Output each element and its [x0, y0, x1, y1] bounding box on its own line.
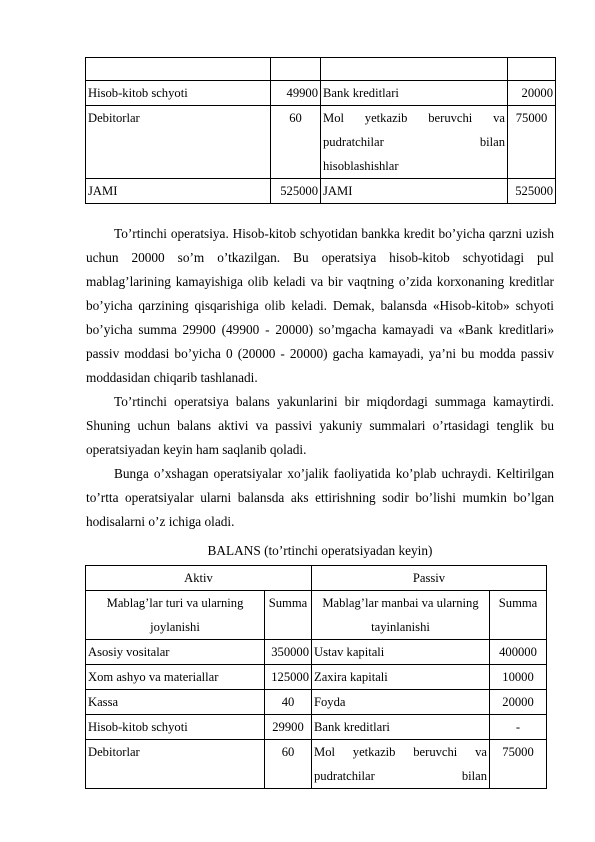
table-cell: [508, 58, 556, 81]
row-passive-value: 20000: [508, 81, 556, 106]
row-label: Hisob-kitob schyoti: [86, 81, 271, 106]
total-passive-label: JAMI: [321, 179, 508, 204]
table-row: [86, 665, 547, 690]
table-cell: [321, 58, 508, 81]
row-passive-label: [321, 106, 508, 179]
label-line: pudratchilar bilan: [314, 769, 487, 783]
aktiv-item: Asosiy vositalar: [86, 640, 265, 665]
passiv-item: Zaxira kapitali: [312, 665, 490, 690]
passiv-sum: -: [490, 715, 547, 740]
passiv-sum: 75000: [490, 740, 547, 789]
table-row: [86, 640, 547, 665]
aktiv-header: Aktiv: [86, 566, 312, 591]
table-caption: BALANS (to’rtinchi operatsiyadan keyin): [207, 543, 433, 558]
table-row: [86, 106, 556, 179]
label-line: hisoblashishlar: [323, 159, 399, 173]
passiv-item: Ustav kapitali: [312, 640, 490, 665]
aktiv-item: Debitorlar: [86, 740, 265, 789]
aktiv-sum: 350000: [265, 640, 312, 665]
row-label: Debitorlar: [86, 106, 271, 179]
aktiv-sum: 125000: [265, 665, 312, 690]
top-balance-table: [85, 57, 556, 204]
row-value: 60: [271, 106, 321, 179]
table-row: [86, 58, 556, 81]
row-passive-value: 75000: [508, 106, 556, 179]
paragraph: Bunga o’xshagan operatsiyalar xo’jalik faoliyatida ko’plab uchraydi. Keltirilgan to’rtta operatsiyalar ularni balansda aks ettirishning sodir bo’lishi mumkin bo’lgan hodisalarni o’z ichiga oladi.: [86, 466, 554, 529]
total-value: 525000: [271, 179, 321, 204]
passiv-item: [312, 740, 490, 789]
paragraph: To’rtinchi operatsiya balans yakunlarini bir miqdordagi summaga kamaytirdi. Shuning uchun balans aktivi va passivi yakuniy summalari o’rtasidagi tenglik bu operatsiyadan keyin ham saqlanib qoladi.: [86, 394, 554, 457]
row-passive-label: Bank kreditlari: [321, 81, 508, 106]
total-passive-value: 525000: [508, 179, 556, 204]
table-cell: [271, 58, 321, 81]
column-header: Mablag’lar turi va ularning joylanishi: [86, 591, 265, 640]
label-line: Mol yetkazib beruvchi va: [314, 745, 487, 759]
table-header-row: [86, 566, 547, 591]
table-row: [86, 715, 547, 740]
total-label: JAMI: [86, 179, 271, 204]
passiv-item: Bank kreditlari: [312, 715, 490, 740]
table-row: [86, 179, 556, 204]
column-header: Summa: [490, 591, 547, 640]
label-line: pudratchilar bilan: [323, 135, 505, 149]
aktiv-sum: 60: [265, 740, 312, 789]
body-text: [86, 222, 554, 534]
aktiv-item: Kassa: [86, 690, 265, 715]
passiv-sum: 10000: [490, 665, 547, 690]
table-row: [86, 690, 547, 715]
column-header: Summa: [265, 591, 312, 640]
table-row: [86, 740, 547, 789]
aktiv-item: Hisob-kitob schyoti: [86, 715, 265, 740]
table-header-row: [86, 591, 547, 640]
label-line: Mol yetkazib beruvchi va: [323, 111, 505, 125]
aktiv-sum: 29900: [265, 715, 312, 740]
aktiv-sum: 40: [265, 690, 312, 715]
paragraph: To’rtinchi operatsiya. Hisob-kitob schyotidan bankka kredit bo’yicha qarzni uzish uchun 20000 so’m o’tkazilgan. Bu operatsiya hisob-kitob schyotidagi pul mablag’larining kamayishiga olib keladi va bir vaqtning o’zida korxonaning kreditlar bo’yicha qarzining qisqarishiga olib keladi. Demak, balansda «Hisob-kitob» schyoti bo’yicha summa 29900 (49900 - 20000) so’mgacha kamayadi va «Bank kreditlari» passiv moddasi bo’yicha 0 (20000 - 20000) gacha kamayadi, ya’ni bu modda passiv moddasidan chiqarib tashlanadi.: [86, 226, 554, 385]
balance-table: [85, 565, 547, 789]
table-row: [86, 81, 556, 106]
aktiv-item: Xom ashyo va materiallar: [86, 665, 265, 690]
passiv-sum: 20000: [490, 690, 547, 715]
passiv-header: Passiv: [312, 566, 547, 591]
row-value: 49900: [271, 81, 321, 106]
passiv-item: Foyda: [312, 690, 490, 715]
table-cell: [86, 58, 271, 81]
passiv-sum: 400000: [490, 640, 547, 665]
column-header: Mablag’lar manbai va ularning tayinlanishi: [312, 591, 490, 640]
